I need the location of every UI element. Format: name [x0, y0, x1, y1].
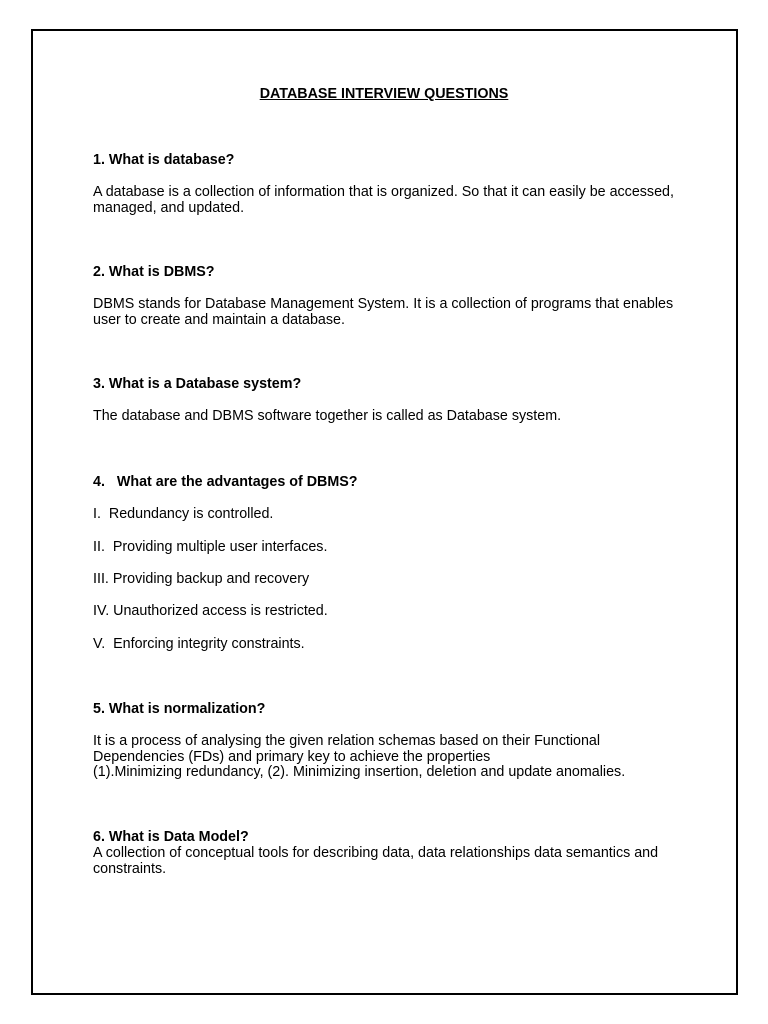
answer-2-line-1: DBMS stands for Database Management System. It is a collection of programs that enables: [93, 296, 674, 312]
answer-5-line-3: (1).Minimizing redundancy, (2). Minimizing insertion, deletion and update anomalies.: [93, 764, 626, 780]
answer-3-line-1: The database and DBMS software together is called as Database system.: [93, 408, 562, 424]
answer-6-line-2: constraints.: [93, 861, 167, 877]
document-title: DATABASE INTERVIEW QUESTIONS: [259, 86, 509, 102]
question-5-heading: 5. What is normalization?: [93, 701, 266, 717]
answer-1-line-2: managed, and updated.: [93, 200, 245, 216]
answer-2-line-2: user to create and maintain a database.: [93, 312, 345, 328]
answer-1-line-1: A database is a collection of information that is organized. So that it can easily be accessed,: [93, 184, 674, 200]
question-2-heading: 2. What is DBMS?: [93, 264, 215, 280]
advantage-item-5: V. Enforcing integrity constraints.: [93, 636, 305, 652]
question-4-heading: 4. What are the advantages of DBMS?: [93, 474, 358, 490]
question-1-heading: 1. What is database?: [93, 152, 235, 168]
answer-6-line-1: A collection of conceptual tools for describing data, data relationships data semantics and: [93, 845, 659, 861]
answer-5-line-1: It is a process of analysing the given relation schemas based on their Functional: [93, 733, 601, 749]
advantage-item-3: III. Providing backup and recovery: [93, 571, 310, 587]
advantage-item-4: IV. Unauthorized access is restricted.: [93, 603, 328, 619]
answer-5-line-2: Dependencies (FDs) and primary key to achieve the properties: [93, 749, 491, 765]
advantage-item-2: II. Providing multiple user interfaces.: [93, 539, 328, 555]
question-6-heading: 6. What is Data Model?: [93, 829, 249, 845]
advantage-item-1: I. Redundancy is controlled.: [93, 506, 274, 522]
question-3-heading: 3. What is a Database system?: [93, 376, 302, 392]
